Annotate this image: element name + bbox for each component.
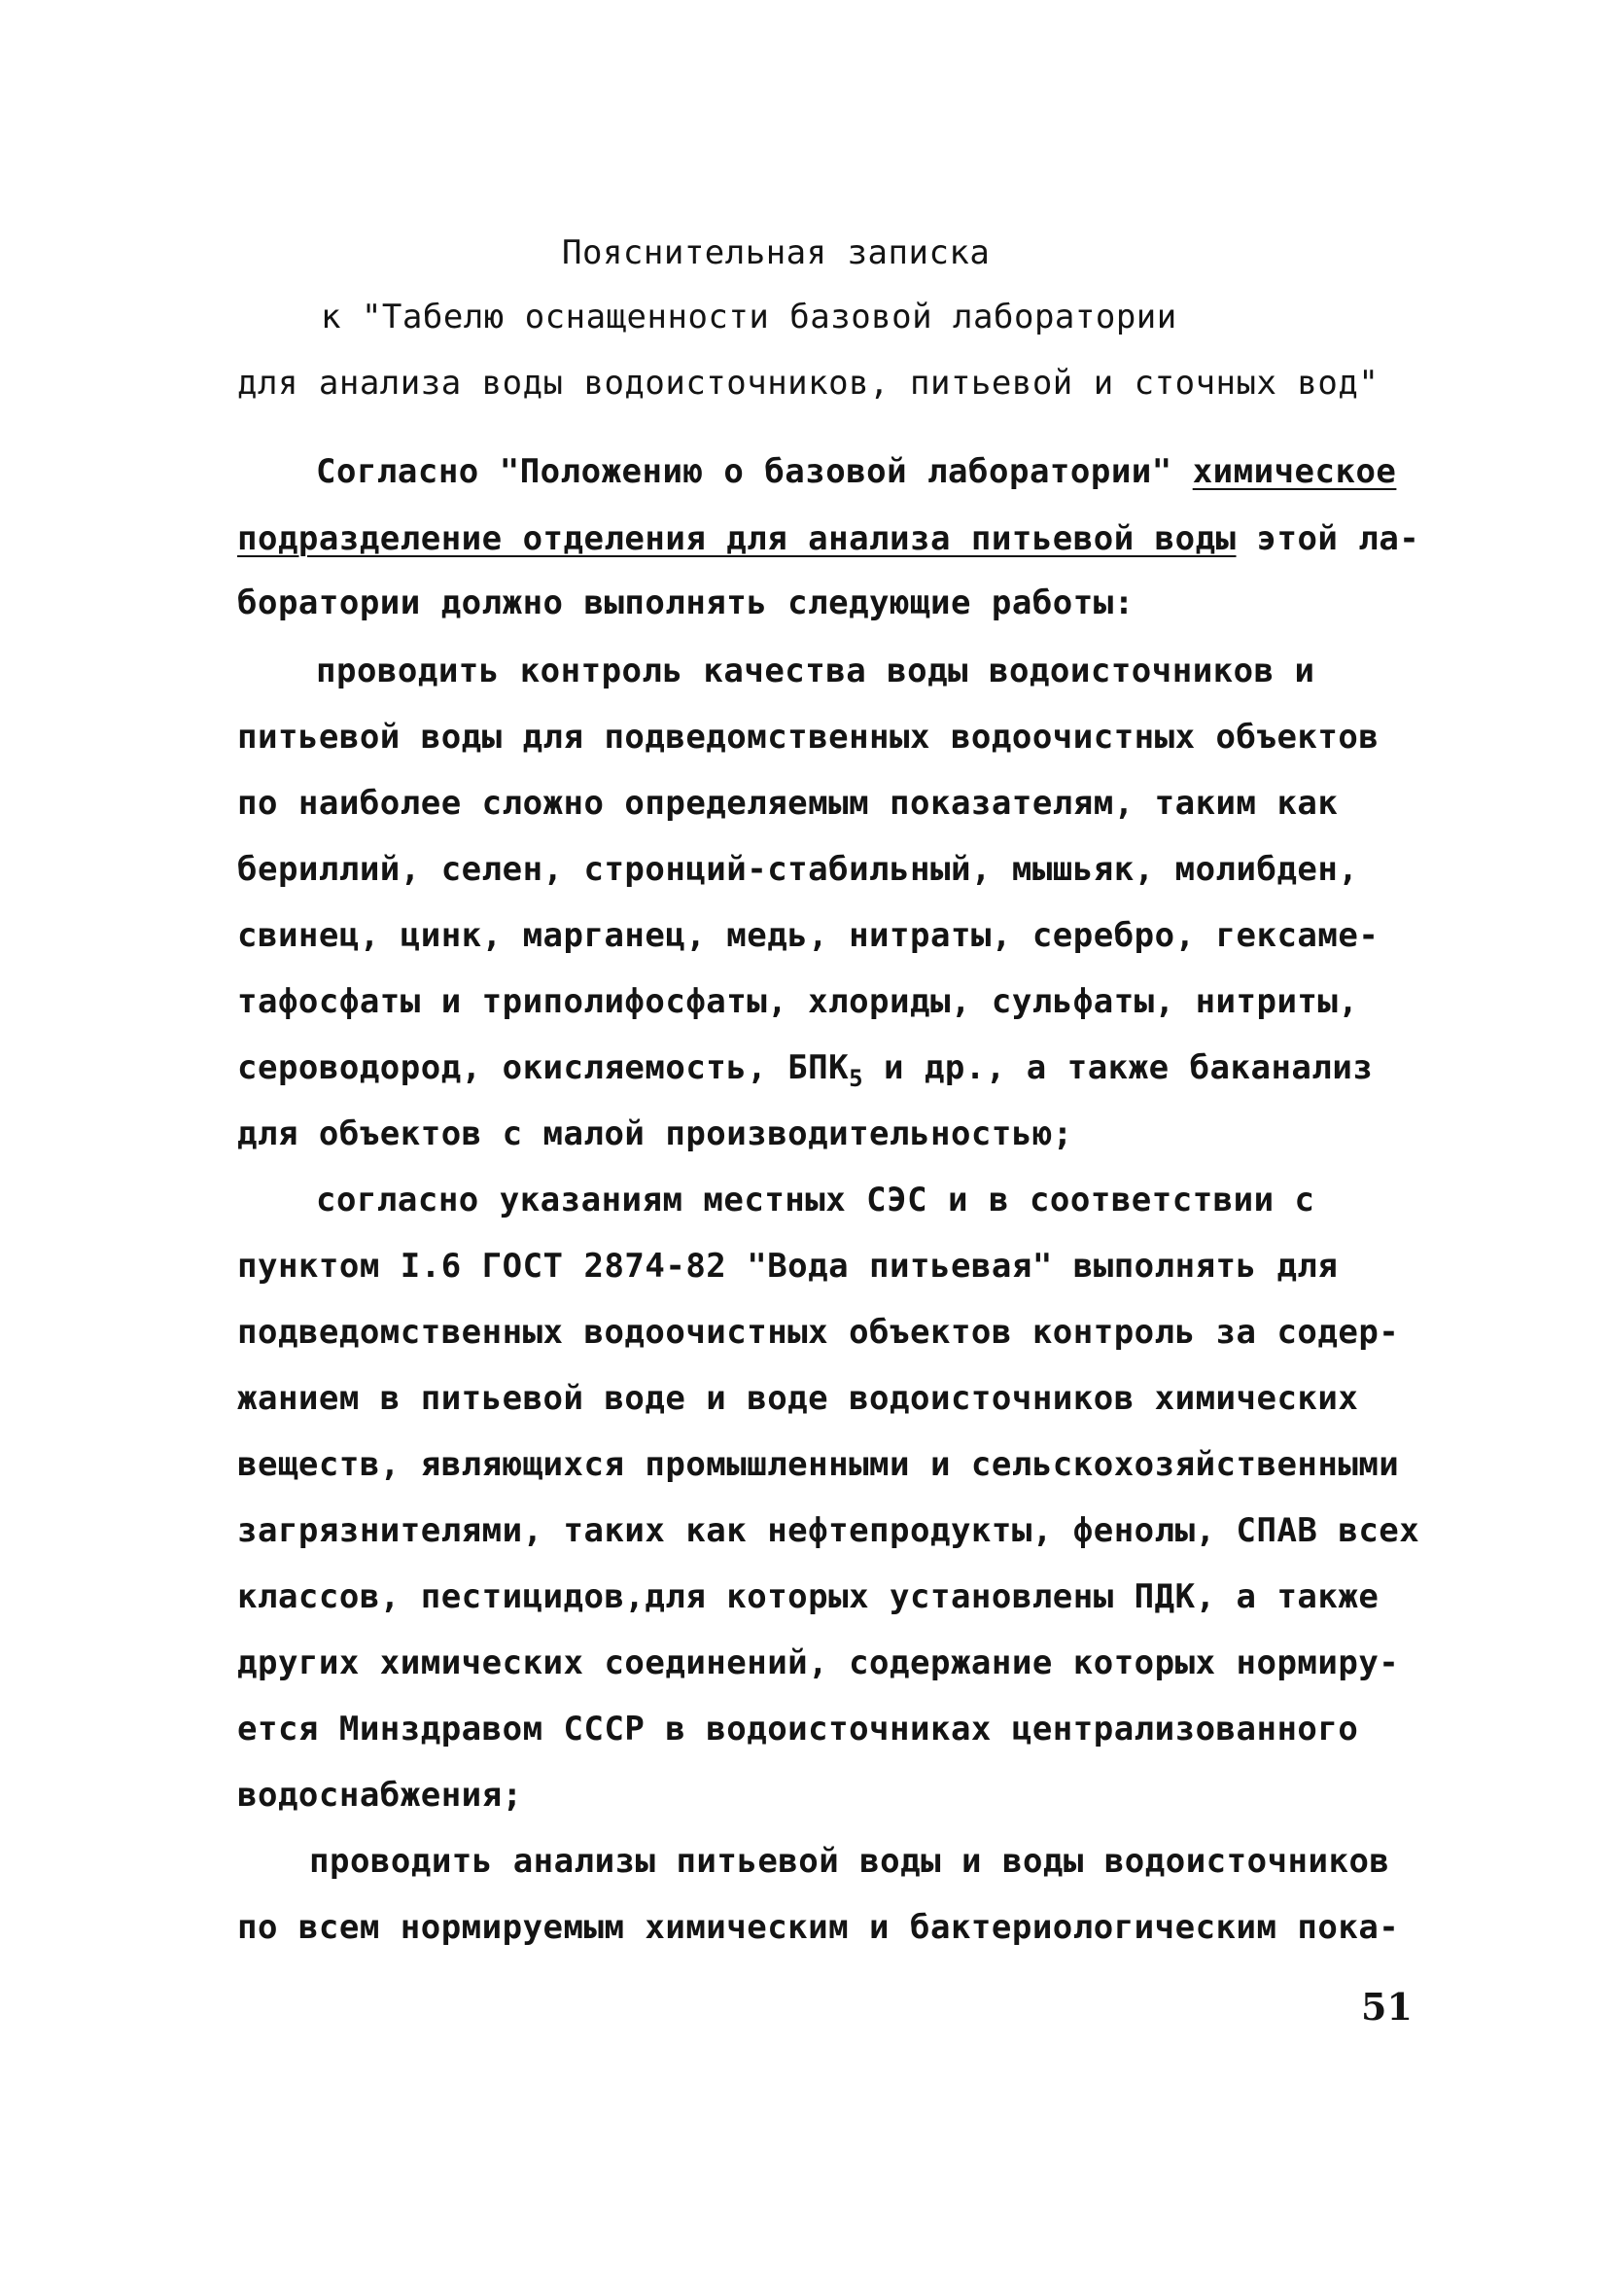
paragraph-3-line-5: веществ, являющихся промышленными и сельскохозяйственными — [237, 1445, 1400, 1484]
paragraph-3-line-6: загрязнителями, таких как нефтепродукты, фенолы, СПАВ всех — [237, 1511, 1420, 1550]
paragraph-1-line-2-text: этой ла- — [1236, 519, 1420, 558]
title-line-1: Пояснительная записка — [562, 233, 991, 272]
paragraph-2-line-5: свинец, цинк, марганец, медь, нитраты, серебро, гексаме- — [237, 916, 1380, 955]
title-line-2: к "Табелю оснащенности базовой лаборатории — [321, 298, 1177, 336]
paragraph-1-line-1 — [316, 452, 1396, 491]
paragraph-3-line-10: водоснабжения; — [237, 1776, 523, 1815]
paragraph-2-line-1: проводить контроль качества воды водоисточников и — [316, 652, 1315, 690]
paragraph-1-line-3: боратории должно выполнять следующие работы: — [237, 583, 1135, 622]
paragraph-2-line-4: бериллий, селен, стронций-стабильный, мышьяк, молибден, — [237, 850, 1359, 889]
page-number: 51 — [1361, 1985, 1413, 2029]
paragraph-2-line-8: для объектов с малой производительностью; — [237, 1114, 1073, 1153]
paragraph-2-line-2: питьевой воды для подведомственных водоочистных объектов — [237, 718, 1380, 757]
underlined-phrase-part-2: подразделение отделения для анализа питьевой воды — [237, 519, 1237, 558]
title-line-3: для анализа воды водоисточников, питьевой и сточных вод" — [237, 364, 1380, 403]
paragraph-3-line-4: жанием в питьевой воде и воде водоисточников химических — [237, 1379, 1359, 1418]
underlined-phrase-part-1: химическое — [1192, 452, 1397, 491]
paragraph-2-line-6: тафосфаты и триполифосфаты, хлориды, сульфаты, нитриты, — [237, 982, 1359, 1021]
paragraph-1-line-1-text: Согласно "Положению о базовой лаборатории" — [316, 452, 1193, 491]
paragraph-2-line-7 — [237, 1048, 1374, 1092]
paragraph-3-line-7: классов, пестицидов,для которых установлены ПДК, а также — [237, 1577, 1380, 1616]
paragraph-3-line-3: подведомственных водоочистных объектов контроль за содер- — [237, 1313, 1400, 1352]
paragraph-3-line-9: ется Минздравом СССР в водоисточниках централизованного — [237, 1710, 1359, 1748]
paragraph-2-line-7-b: и др., а также баканализ — [863, 1048, 1374, 1087]
paragraph-3-line-1: согласно указаниям местных СЭС и в соответствии с — [316, 1181, 1315, 1219]
paragraph-3-line-2: пунктом I.6 ГОСТ 2874-82 "Вода питьевая" выполнять для — [237, 1247, 1339, 1286]
paragraph-2-line-3: по наиболее сложно определяемым показателям, таким как — [237, 784, 1339, 823]
bpk-subscript: 5 — [849, 1065, 864, 1092]
paragraph-3-line-8: других химических соединений, содержание которых нормиру- — [237, 1643, 1400, 1682]
paragraph-4-line-2: по всем нормируемым химическим и бактериологическим пока- — [237, 1908, 1400, 1947]
paragraph-2-line-7-a: сероводород, окисляемость, БПК — [237, 1048, 850, 1087]
paragraph-1-line-2 — [237, 519, 1419, 558]
paragraph-4-line-1: проводить анализы питьевой воды и воды водоисточников — [309, 1842, 1390, 1881]
